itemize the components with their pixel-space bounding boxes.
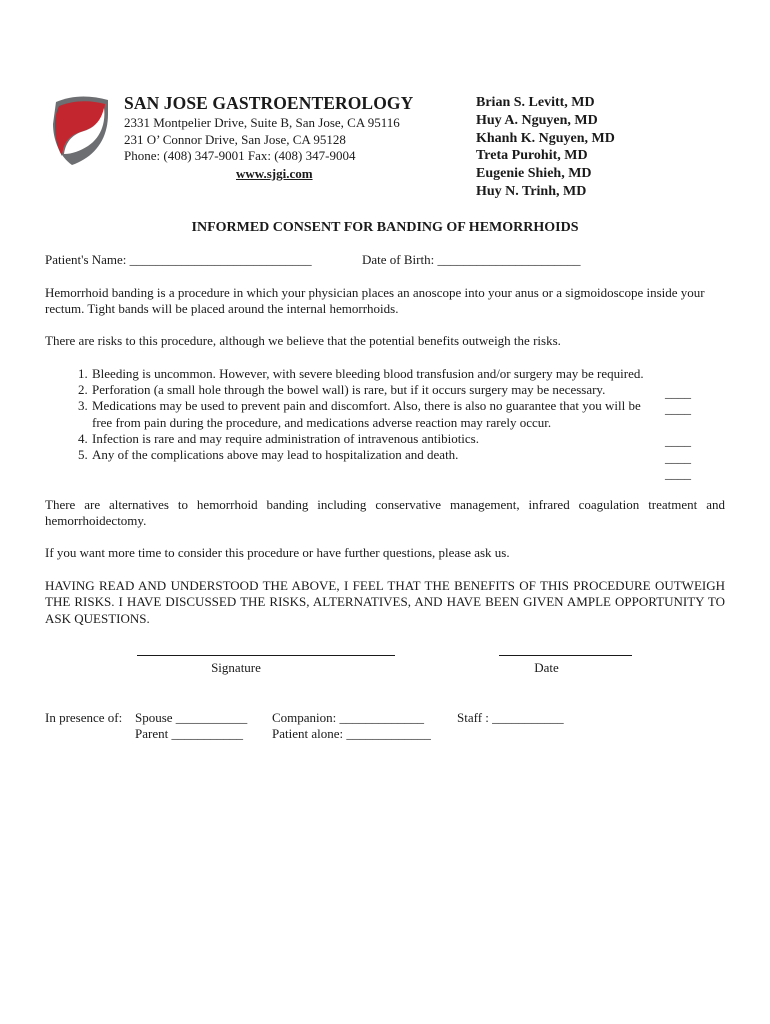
list-number: 5. xyxy=(78,447,88,463)
list-number: 1. xyxy=(78,366,88,381)
list-item xyxy=(78,366,648,382)
phone-fax: Phone: (408) 347-9001 Fax: (408) 347-9004 xyxy=(124,148,356,163)
initial-blank-4[interactable]: ____ xyxy=(665,450,691,465)
procedure-description: Hemorrhoid banding is a procedure in which your physician places an anoscope into your anus or a sigmoidoscope inside your rectum. Tight bands will be placed around the internal hemorrhoids. xyxy=(45,285,705,317)
list-number: 3. xyxy=(78,398,88,414)
questions-paragraph: If you want more time to consider this procedure or have further questions, please ask us. xyxy=(45,545,510,560)
risk-text: Medications may be used to prevent pain and discomfort. Also, there is also no guarantee that you will be free from pain during the procedure, and medications adverse reaction may rarely occur. xyxy=(92,398,641,430)
list-item xyxy=(78,431,648,447)
acknowledgement-paragraph: HAVING READ AND UNDERSTOOD THE ABOVE, I FEEL THAT THE BENEFITS OF THIS PROCEDURE OUTWEIGH THE RISKS. I HAVE DISCUSSED THE RISKS, ALTERNATIVES, AND HAVE BEEN GIVEN AMPLE OPPORTUNITY TO ASK QUESTIONS. xyxy=(45,578,725,626)
address-line-1: 2331 Montpelier Drive, Suite B, San Jose, CA 95116 xyxy=(124,115,400,130)
companion-field[interactable]: Companion: _____________ xyxy=(272,710,425,725)
list-number: 4. xyxy=(78,430,88,446)
initial-blank-1[interactable]: ____ xyxy=(665,385,691,400)
signature-label: Signature xyxy=(211,660,261,675)
doctor-name: Treta Purohit, MD xyxy=(476,148,588,164)
doctor-name: Brian S. Levitt, MD xyxy=(476,95,595,110)
staff-field[interactable]: Staff : ___________ xyxy=(457,710,564,725)
form-title: INFORMED CONSENT FOR BANDING OF HEMORRHOIDS xyxy=(191,220,579,235)
risk-text: Bleeding is uncommon. However, with severe bleeding blood transfusion and/or surgery may be required. xyxy=(92,366,644,381)
presence-label: In presence of: xyxy=(45,710,123,725)
risk-text: Infection is rare and may require administration of intravenous antibiotics. xyxy=(92,430,479,446)
doctor-list xyxy=(476,94,615,201)
doctor-name: Huy N. Trinh, MD xyxy=(476,183,587,199)
initial-blank-3[interactable]: ____ xyxy=(665,433,691,448)
signature-line[interactable] xyxy=(137,655,395,656)
list-item xyxy=(78,398,648,430)
practice-logo xyxy=(50,94,112,166)
risk-text: Perforation (a small hole through the bowel wall) is rare, but if it occurs surgery may be necessary. xyxy=(92,382,606,398)
list-item xyxy=(78,447,648,463)
address-line-2: 231 O’ Connor Drive, San Jose, CA 95128 xyxy=(124,132,346,147)
risk-text: Any of the complications above may lead to hospitalization and death. xyxy=(92,447,459,463)
date-of-birth-field[interactable]: Date of Birth: ______________________ xyxy=(362,252,581,267)
risks-list xyxy=(78,366,648,463)
doctor-name: Khanh K. Nguyen, MD xyxy=(476,130,615,146)
list-number: 2. xyxy=(78,382,88,398)
website-link[interactable]: www.sjgi.com xyxy=(236,166,313,181)
spouse-field[interactable]: Spouse ___________ xyxy=(135,710,248,725)
date-line[interactable] xyxy=(499,655,632,656)
doctor-name: Eugenie Shieh, MD xyxy=(476,166,592,182)
doctor-name: Huy A. Nguyen, MD xyxy=(476,112,598,128)
initial-blank-5[interactable]: ____ xyxy=(665,466,691,481)
list-item xyxy=(78,382,648,398)
patient-alone-field[interactable]: Patient alone: _____________ xyxy=(272,726,431,741)
alternatives-paragraph: There are alternatives to hemorrhoid banding including conservative management, infrared coagulation treatment and hemorrhoidectomy. xyxy=(45,497,725,529)
risks-intro: There are risks to this procedure, although we believe that the potential benefits outweigh the risks. xyxy=(45,333,561,348)
patient-name-field[interactable]: Patient's Name: ____________________________ xyxy=(45,252,312,267)
practice-name: SAN JOSE GASTROENTEROLOGY xyxy=(124,93,414,113)
date-label: Date xyxy=(534,660,559,675)
parent-field[interactable]: Parent ___________ xyxy=(135,726,243,741)
initial-blank-2[interactable]: ____ xyxy=(665,401,691,416)
